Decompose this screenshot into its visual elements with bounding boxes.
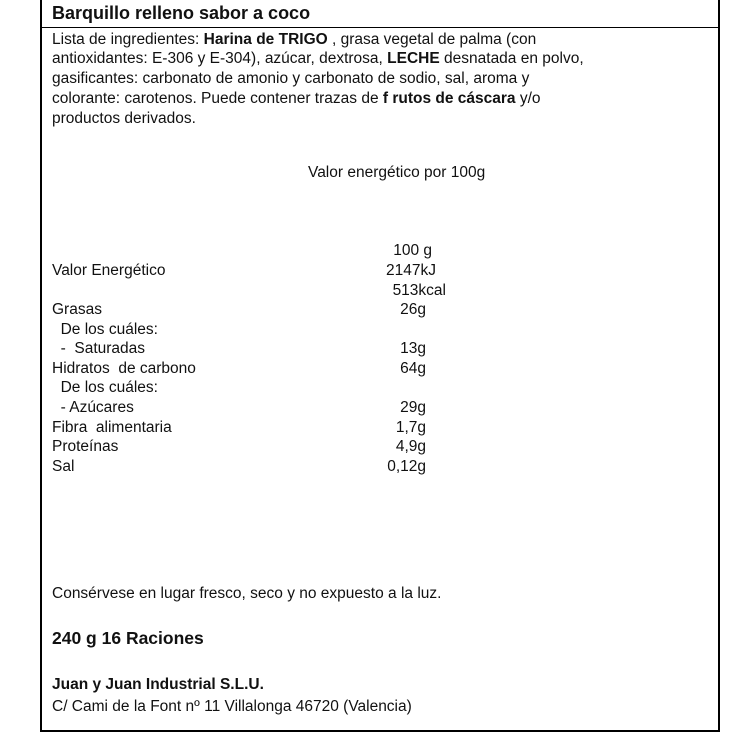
nutrition-column-header: 100 g	[393, 242, 432, 259]
nutrition-row-label: - Saturadas	[52, 340, 146, 357]
nutrition-row-value: 1,7g	[395, 419, 426, 436]
energy-label: Valor Energético	[52, 262, 166, 279]
ingredients-line-3: gasificantes: carbonato de amonio y carbonato de sodio, sal, aroma y	[52, 70, 530, 87]
ingredients-line-5: productos derivados.	[52, 110, 196, 127]
storage-instructions: Consérvese en lugar fresco, seco y no expuesto a la luz.	[52, 585, 442, 602]
allergen-wheat: Harina de TRIGO	[203, 31, 328, 48]
nutrition-row-value: 4,9g	[395, 438, 426, 455]
company-name: Juan y Juan Industrial S.L.U.	[52, 676, 264, 693]
company-address: C/ Cami de la Font nº 11 Villalonga 46720 (Valencia)	[52, 698, 412, 715]
ingredients-line-4: colorante: carotenos. Puede contener trazas de f rutos de cáscara y/o	[52, 90, 541, 107]
allergen-nuts: f rutos de cáscara	[382, 90, 516, 107]
nutrition-row-label: Hidratos de carbono	[52, 360, 196, 377]
nutrition-row-value: 26g	[400, 301, 426, 318]
nutrition-row-label: De los cuáles:	[52, 379, 158, 396]
nutrition-row-label: Proteínas	[52, 438, 119, 455]
net-weight: 240 g 16 Raciones	[52, 628, 204, 648]
nutrition-row-value: 13g	[400, 340, 426, 357]
nutrition-row-label: De los cuáles:	[52, 321, 158, 338]
nutrition-row-value: 64g	[400, 360, 426, 377]
nutrition-subtitle: Valor energético por 100g	[308, 164, 486, 181]
energy-kcal: 513kcal	[392, 282, 446, 299]
ingredients-line-1: Lista de ingredientes: Harina de TRIGO , grasa vegetal de palma (con	[52, 31, 537, 48]
nutrition-row-value: 29g	[400, 399, 426, 416]
nutrition-row-label: Fibra alimentaria	[52, 419, 172, 436]
nutrition-row-value: 0,12g	[387, 458, 426, 475]
energy-kj: 2147kJ	[386, 262, 436, 279]
ingredients-line-2: antioxidantes: E-306 y E-304), azúcar, dextrosa, LECHE desnatada en polvo,	[52, 50, 584, 67]
nutrition-row-label: - Azúcares	[52, 399, 134, 416]
product-title: Barquillo relleno sabor a coco	[52, 3, 311, 23]
allergen-milk: LECHE	[387, 50, 440, 67]
nutrition-row-label: Sal	[52, 458, 75, 475]
nutrition-row-label: Grasas	[52, 301, 102, 318]
